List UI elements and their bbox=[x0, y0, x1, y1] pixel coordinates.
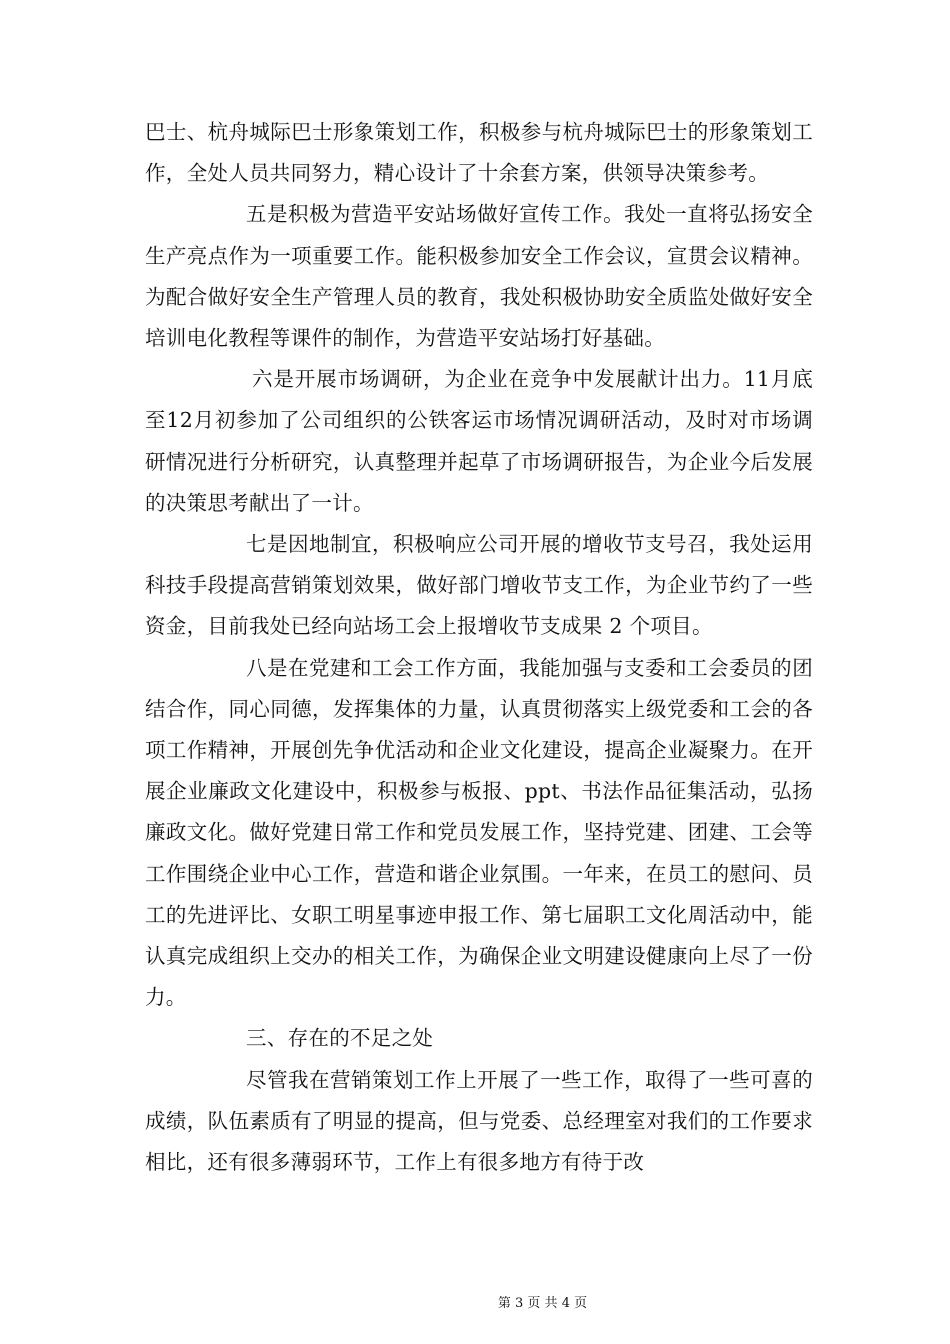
paragraph-item-seven: 七是因地制宜，积极响应公司开展的增收节支号召，我处运用科技手段提高营销策划效果，做好部门增收节支工作，为企业节约了一些资金，目前我处已经向站场工会上报增收节支成果 2 个项目。 bbox=[145, 532, 813, 639]
page-number-footer: 第 3 页 共 4 页 bbox=[497, 1296, 588, 1311]
paragraph-item-eight: 八是在党建和工会工作方面，我能加强与支委和工会委员的团结合作，同心同德，发挥集体的力量，认真贯彻落实上级党委和工会的各项工作精神，开展创先争优活动和企业文化建设，提高企业凝聚力。在开展企业廉政文化建设中，积极参与板报、ppt、书法作品征集活动，弘扬廉政文化。做好党建日常工作和党员发展工作，坚持党建、团建、工会等工作围绕企业中心工作，营造和谐企业氛围。一年来，在员工的慰问、员工的先进评比、女职工明星事迹申报工作、第七届职工文化周活动中，能认真完成组织上交办的相关工作，为确保企业文明建设健康向上尽了一份力。 bbox=[145, 655, 813, 1010]
paragraph-continued: 巴士、杭舟城际巴士形象策划工作，积极参与杭舟城际巴士的形象策划工作，全处人员共同努力，精心设计了十余套方案，供领导决策参考。 bbox=[145, 120, 813, 186]
section-heading-shortcomings: 三、存在的不足之处 bbox=[246, 1026, 434, 1051]
paragraph-item-five: 五是积极为营造平安站场做好宣传工作。我处一直将弘扬安全生产亮点作为一项重要工作。能积极参加安全工作会议，宣贯会议精神。为配合做好安全生产管理人员的教育，我处积极协助安全质监处做好安全培训电化教程等课件的制作，为营造平安站场打好基础。 bbox=[145, 202, 813, 351]
paragraph-shortcomings: 尽管我在营销策划工作上开展了一些工作，取得了一些可喜的成绩，队伍素质有了明显的提高，但与党委、总经理室对我们的工作要求相比，还有很多薄弱环节，工作上有很多地方有待于改 bbox=[145, 1067, 813, 1175]
document-body bbox=[145, 112, 813, 1183]
paragraph-item-six: 六是开展市场调研，为企业在竞争中发展献计出力。11月底至12月初参加了公司组织的公铁客运市场情况调研活动，及时对市场调研情况进行分析研究，认真整理并起草了市场调研报告，为企业今后发展的决策思考献出了一计。 bbox=[145, 367, 813, 515]
